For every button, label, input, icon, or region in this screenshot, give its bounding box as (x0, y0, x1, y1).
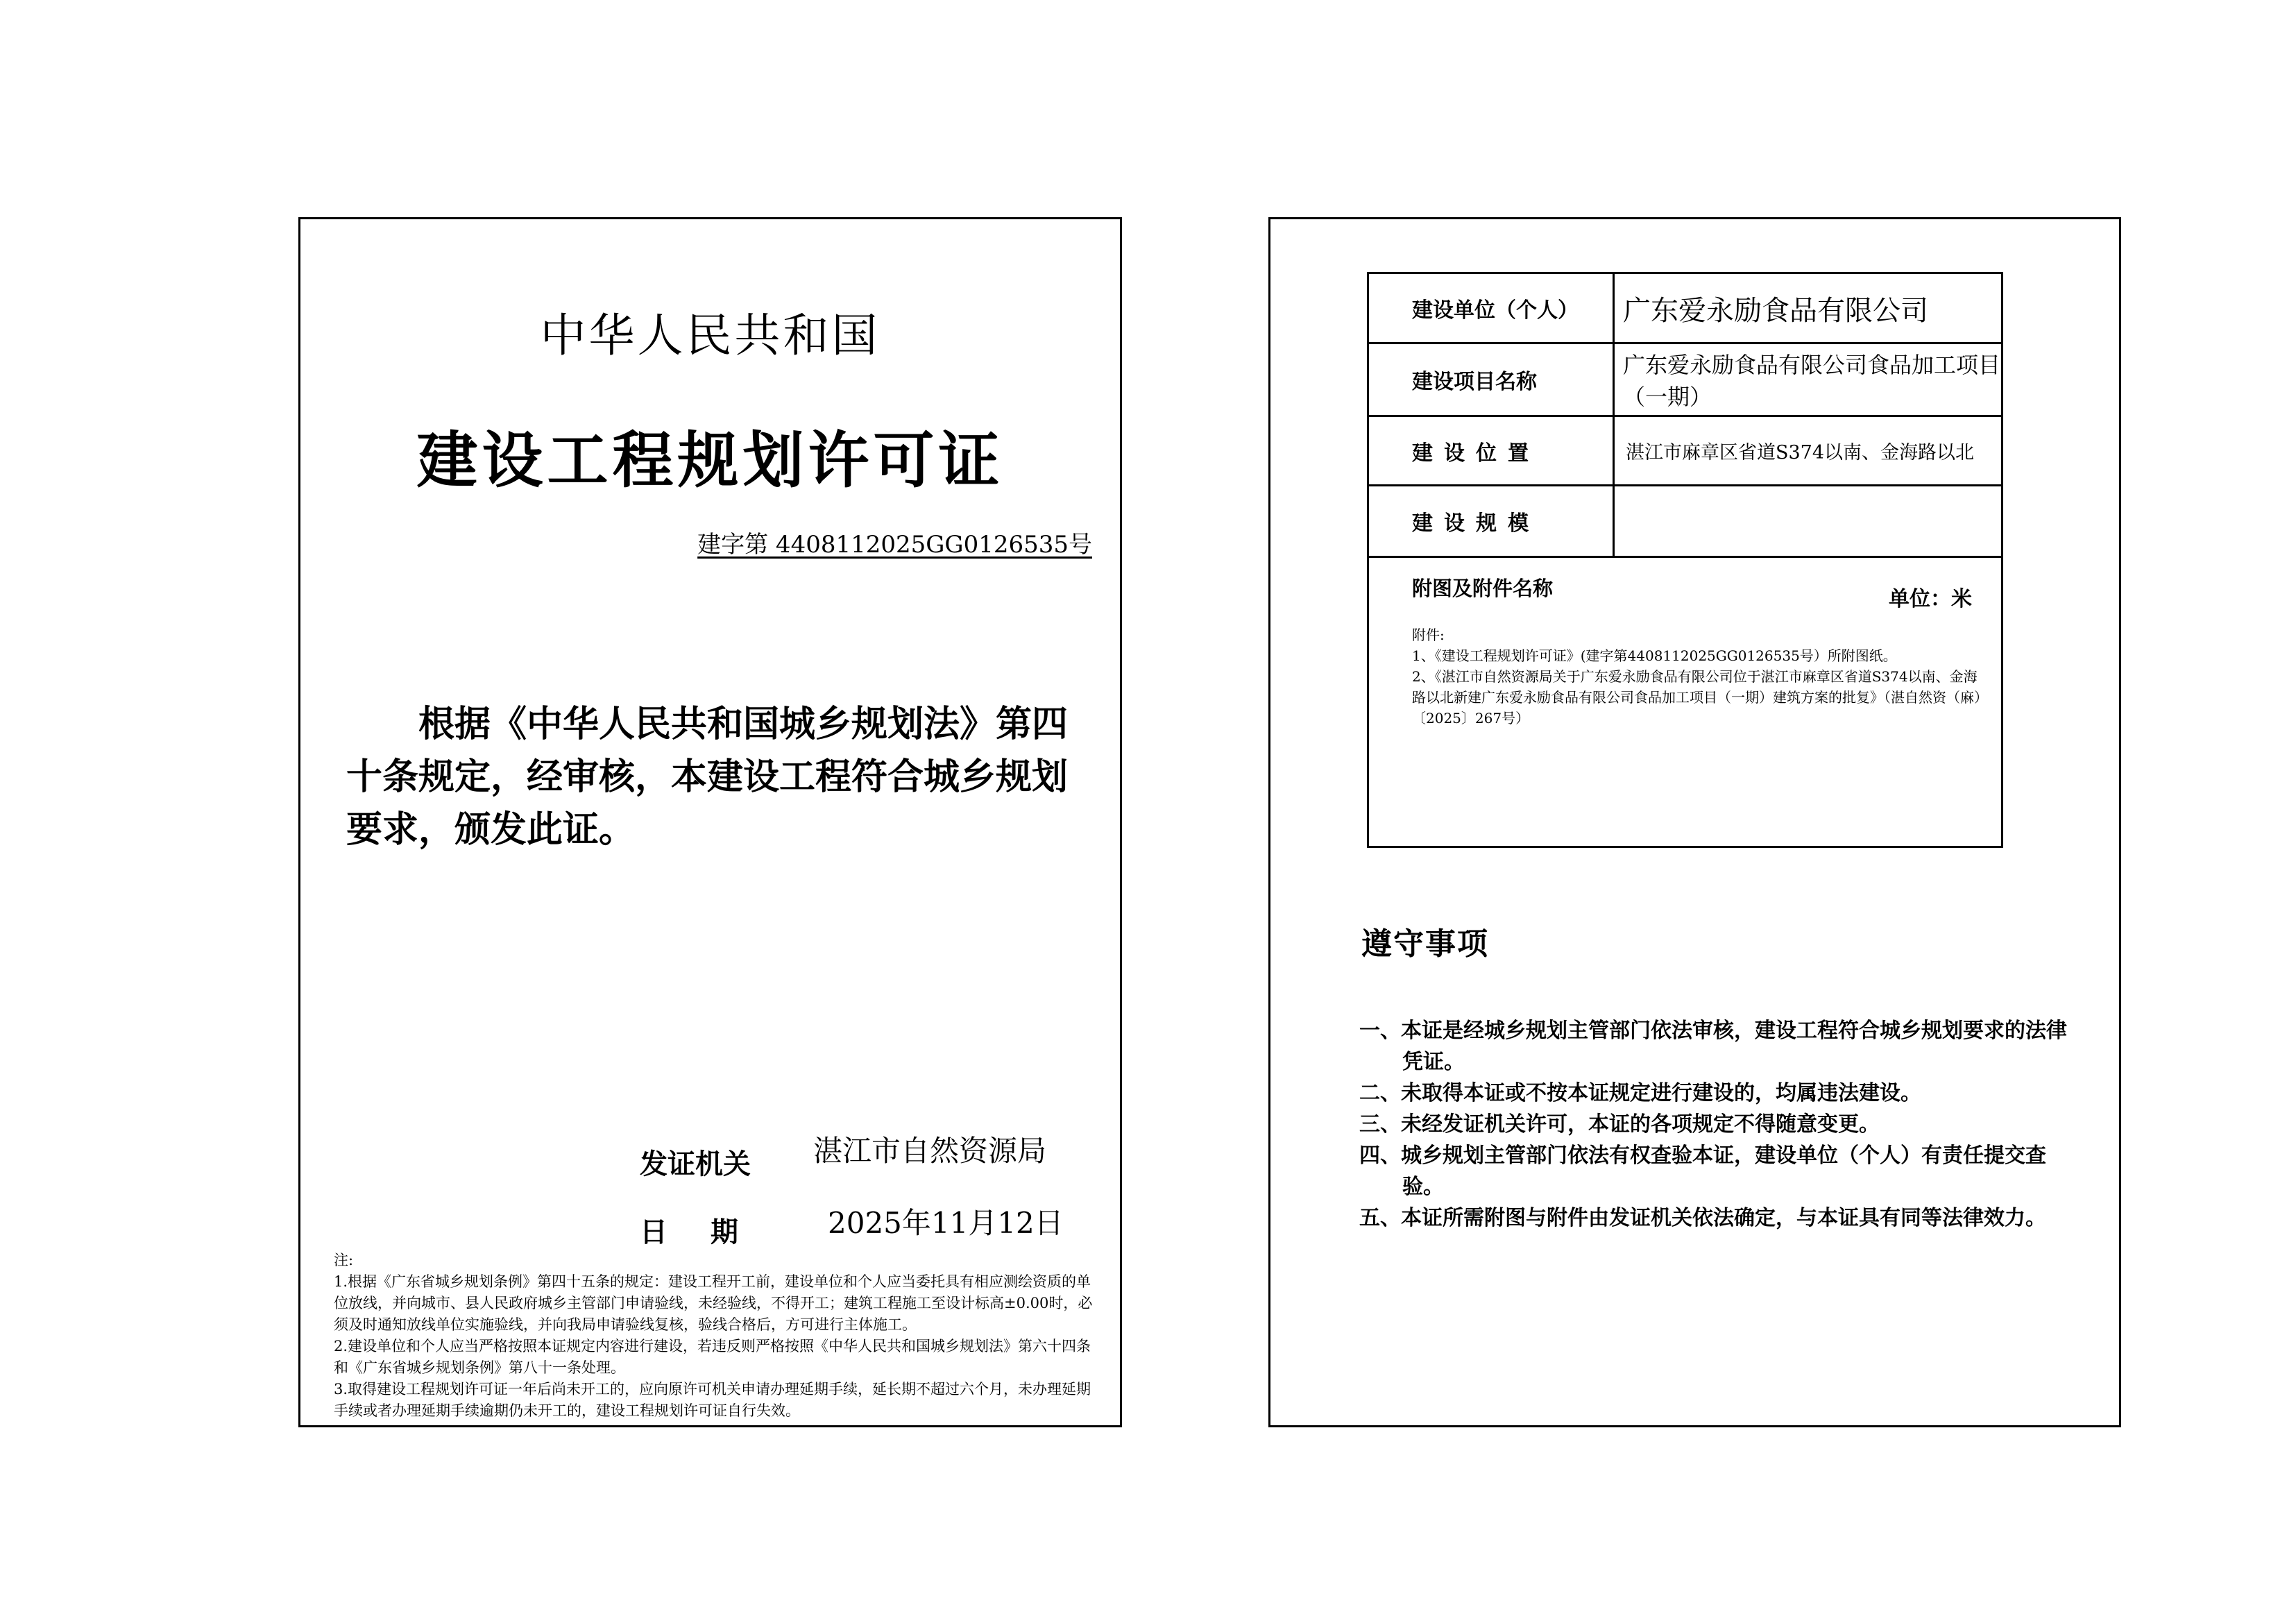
unit-of-measure: 单位：米 (1889, 587, 1972, 611)
project-name-value: 广东爱永励食品有限公司食品加工项目（一期） (1623, 352, 2001, 410)
note-item: 3.取得建设工程规划许可证一年后尚未开工的，应向原许可机关申请办理延期手续，延长期不超过六个月，未办理延期手续或者办理延期手续逾期仍未开工的，建设工程规划许可证自行失效。 (334, 1381, 1091, 1419)
attachments-title: 附件: (1412, 627, 1445, 643)
note-item: 2.建设单位和个人应当严格按照本证规定内容进行建设，若违反则严格按照《中华人民共和国城乡规划法》第六十四条和《广东省城乡规划条例》第八十一条处理。 (334, 1338, 1091, 1376)
attachments-list (1412, 624, 1981, 729)
note-item: 1.根据《广东省城乡规划条例》第四十五条的规定：建设工程开工前，建设单位和个人应当委托具有相应测绘资质的单位放线，并向城市、县人民政府城乡主管部门申请验线，未经验线，不得开工；建筑工程施工至设计标高±0.00时，必须及时通知放线单位实施验线，并向我局申请验线复核，验线合格后，方可进行主体施工。 (334, 1273, 1093, 1333)
notes-section (334, 1250, 1097, 1422)
table-row-project-name (1369, 344, 2001, 417)
table-row-scale (1369, 486, 2001, 558)
scale-label: 建设规模 (1369, 486, 1615, 556)
rule-item: 一、本证是经城乡规划主管部门依法审核，建设工程符合城乡规划要求的法律凭证。 (1359, 1019, 2067, 1074)
attachment-item: 2、《湛江市自然资源局关于广东爱永励食品有限公司位于湛江市麻章区省道S374以南、金海路以北新建广东爱永励食品有限公司食品加工项目（一期）建筑方案的批复》（湛自然资（麻）〔2025〕267号） (1412, 668, 1981, 726)
rule-item: 三、未经发证机关许可，本证的各项规定不得随意变更。 (1359, 1112, 1880, 1137)
rule-item: 五、本证所需附图与附件由发证机关依法确定，与本证具有同等法律效力。 (1359, 1206, 2046, 1230)
permit-info-table (1367, 272, 2003, 848)
permit-number: 建字第 4408112025GG0126535号 (697, 531, 1092, 559)
attachments-section (1369, 558, 2001, 848)
rules-list (1359, 1015, 2081, 1234)
permit-detail-page (1268, 217, 2121, 1427)
permit-cover-page (298, 217, 1122, 1427)
location-value: 湛江市麻章区省道S374以南、金海路以北 (1626, 442, 1975, 464)
table-row-construction-unit (1369, 274, 2001, 344)
issue-date: 2025年11月12日 (828, 1206, 1064, 1240)
construction-unit-value: 广东爱永励食品有限公司 (1623, 294, 1928, 327)
rule-item: 二、未取得本证或不按本证规定进行建设的，均属违法建设。 (1359, 1081, 1921, 1105)
rules-title: 遵守事项 (1361, 926, 1489, 962)
scale-value (1615, 486, 2001, 556)
date-label: 日期 (640, 1216, 781, 1248)
project-name-label: 建设项目名称 (1369, 344, 1615, 415)
permit-title: 建设工程规划许可证 (416, 425, 1004, 496)
attachments-label: 附图及附件名称 (1412, 577, 1554, 600)
issuer-value: 湛江市自然资源局 (813, 1134, 1047, 1168)
attachment-item: 1、《建设工程规划许可证》(建字第4408112025GG0126535号）所附图纸。 (1412, 647, 1897, 664)
rule-item: 四、城乡规划主管部门依法有权查验本证，建设单位（个人）有责任提交查验。 (1359, 1144, 2046, 1199)
issuer-label: 发证机关 (640, 1148, 751, 1180)
location-label: 建设位置 (1369, 417, 1615, 484)
table-row-location (1369, 417, 2001, 486)
approval-statement: 根据《中华人民共和国城乡规划法》第四十条规定，经审核，本建设工程符合城乡规划要求，颁发此证。 (346, 704, 1069, 851)
notes-title: 注: (334, 1252, 354, 1268)
construction-unit-label: 建设单位（个人） (1369, 274, 1615, 342)
country-title: 中华人民共和国 (540, 309, 881, 362)
